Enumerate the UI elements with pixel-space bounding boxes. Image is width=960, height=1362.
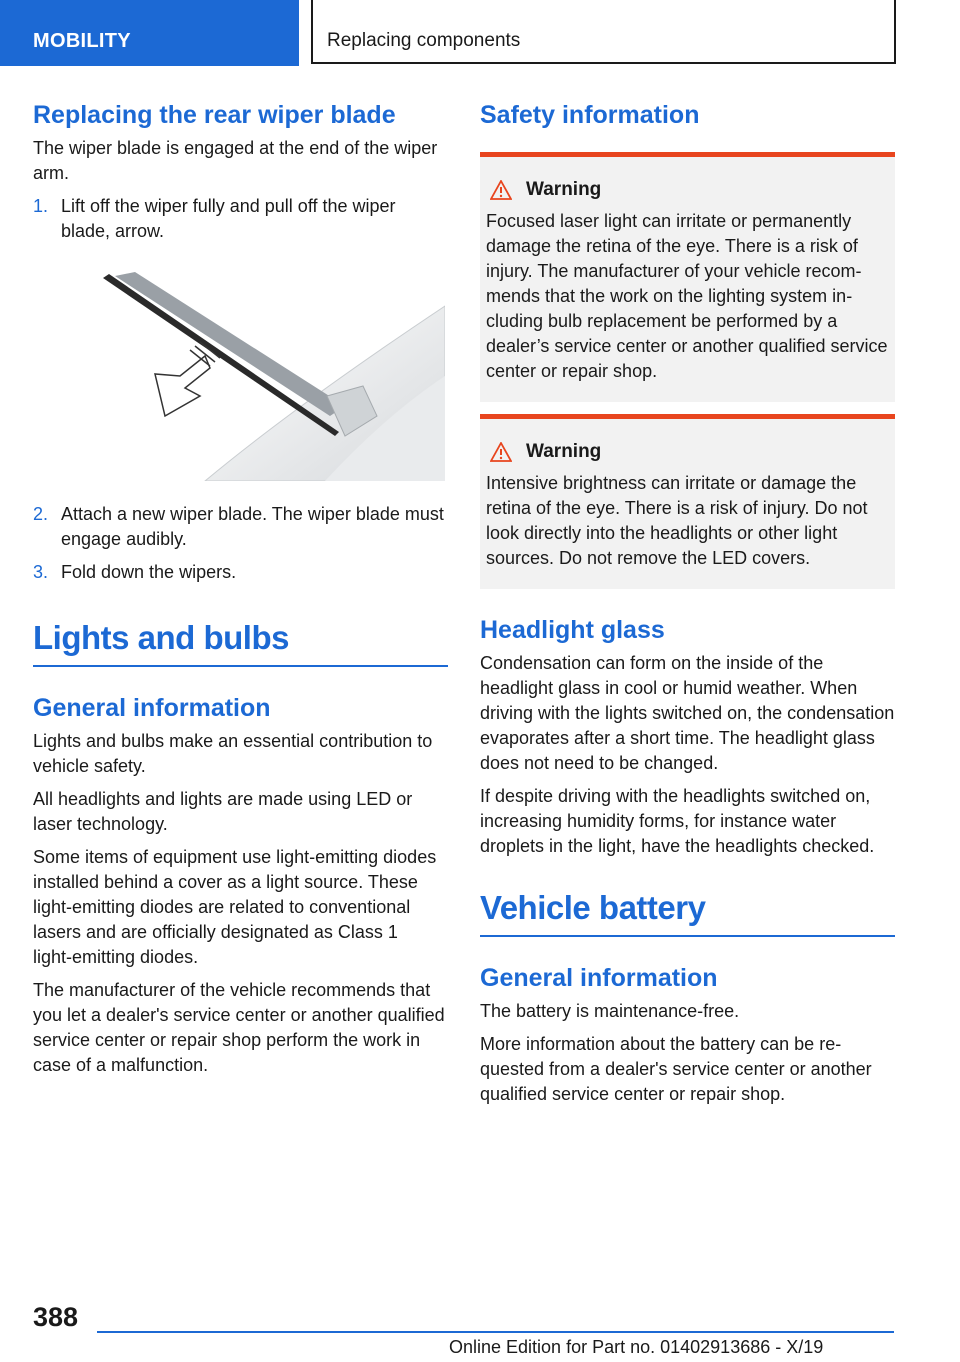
headlight-glass-heading: Headlight glass	[480, 616, 665, 644]
glass-paragraph: If despite driving with the headlights switched on, increasing humidity forms, for instance water droplets in the light, have the headlights checked.	[480, 786, 875, 856]
warning-title	[486, 441, 889, 463]
arrow-icon	[155, 342, 220, 416]
step-number: 3.	[33, 562, 49, 582]
warning-title	[486, 179, 889, 201]
glass-paragraph: Condensation can form on the inside of the headlight glass in cool or humid weather. When driving with the lights switched on, the condensation evaporates after a short time. The headlight glass does not need to be changed.	[480, 653, 895, 773]
warning-label: Warning	[526, 179, 602, 200]
step-text: Fold down the wipers.	[61, 562, 237, 582]
right-column	[480, 100, 895, 1115]
section-tab: MOBILITY	[0, 0, 299, 66]
page-header	[0, 0, 960, 66]
warning-text: Focused laser light can irritate or permanently damage the retina of the eye. There is a risk of injury. The manufacturer of your vehicle recommends that the work on the lighting system including bulb replacement be performed by a dealer’s service center or another qualified service center or repair shop.	[486, 211, 888, 381]
lights-heading: Lights and bulbs	[33, 619, 448, 667]
lights-paragraph: All headlights and lights are made using LED or laser technology.	[33, 789, 413, 834]
lights-general-heading: General information	[33, 694, 271, 722]
warning-triangle-icon	[490, 442, 512, 462]
warning-box	[480, 414, 895, 589]
wiper-intro: The wiper blade is engaged at the end of the wiper arm.	[33, 138, 438, 183]
wiper-heading: Replacing the rear wiper blade	[33, 101, 396, 129]
lights-paragraph: Lights and bulbs make an essential contribution to vehicle safety.	[33, 731, 433, 776]
left-column	[33, 100, 448, 1086]
list-item	[33, 502, 448, 552]
warning-triangle-icon	[490, 180, 512, 200]
chapter-tab: Replacing components	[311, 0, 896, 64]
lights-paragraph: The manufacturer of the vehicle recommends that you let a dealer's service center or another qualified service center or repair shop perform the work in case of a malfunction.	[33, 980, 445, 1075]
list-item	[33, 194, 448, 244]
battery-paragraph: More information about the battery can be requested from a dealer's service center or another qualified service center or repair shop.	[480, 1034, 872, 1104]
battery-heading: Vehicle battery	[480, 889, 895, 937]
warning-label: Warning	[526, 441, 602, 462]
wiper-blade-illustration	[95, 266, 445, 481]
page-number: 388	[33, 1302, 79, 1332]
lights-paragraph: Some items of equipment use light‑emitting diodes installed behind a cover as a light source. These light‑emitting diodes are related to conventional lasers and are officially designated as Class 1 light‑emitting diodes.	[33, 847, 437, 967]
list-item	[33, 560, 448, 585]
wiper-steps-cont	[33, 502, 448, 585]
step-number: 2.	[33, 504, 49, 524]
edition-text: Online Edition for Part no. 01402913686 - X/19	[449, 1337, 824, 1357]
footer-divider	[97, 1331, 894, 1333]
warning-box	[480, 152, 895, 402]
wiper-steps	[33, 194, 448, 244]
warning-text: Intensive brightness can irritate or damage the retina of the eye. There is a risk of injury. Do not look directly into the headlights or other light sources. Do not remove the LED covers.	[486, 473, 868, 568]
step-text: Attach a new wiper blade. The wiper blade must engage audibly.	[61, 504, 444, 549]
battery-paragraph: The battery is maintenance‑free.	[480, 1001, 740, 1021]
safety-heading: Safety information	[480, 101, 700, 129]
step-number: 1.	[33, 196, 49, 216]
battery-general-heading: General information	[480, 964, 718, 992]
step-text: Lift off the wiper fully and pull off the wiper blade, arrow.	[61, 196, 396, 241]
